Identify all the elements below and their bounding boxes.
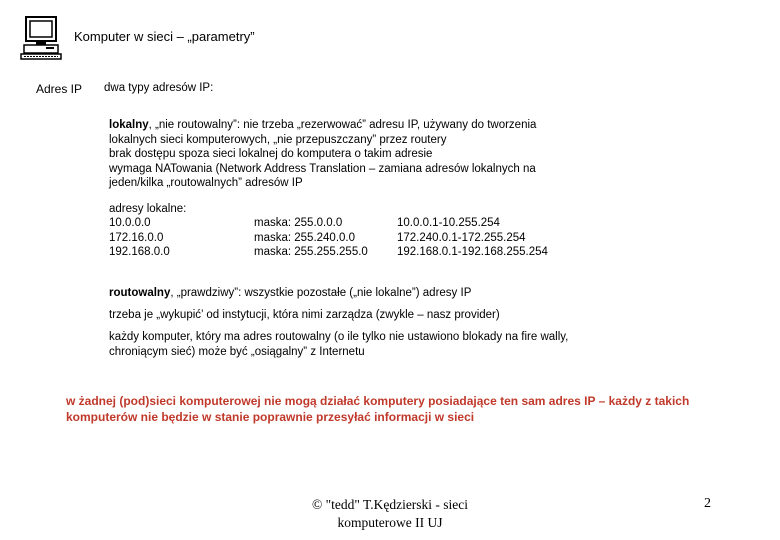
local-line-3: brak dostępu spoza sieci lokalnej do komputera o takim adresie xyxy=(109,148,433,160)
routable-buy-line: trzeba je „wykupić’ od instytucji, która nimi zarządza (zwykle – nasz provider) xyxy=(109,309,500,321)
mask-column xyxy=(254,216,368,260)
routable-line: routowalny, „prawdziwy”: wszystkie pozostałe („nie lokalne”) adresy IP xyxy=(109,287,472,299)
mask-cell: maska: 255.240.0.0 xyxy=(254,231,356,244)
range-column xyxy=(397,216,548,260)
address-cell: 172.16.0.0 xyxy=(109,231,164,244)
footer-credit xyxy=(300,496,480,532)
range-cell: 192.168.0.1-192.168.255.254 xyxy=(397,246,548,258)
page-number: 2 xyxy=(704,496,711,511)
local-line-2: lokalnych sieci komputerowych, „nie przepuszczany” przez routery xyxy=(109,133,447,146)
local-line-4: wymaga NATowania (Network Address Translation – zamiana adresów lokalnych na xyxy=(109,162,536,175)
local-line-5: jeden/kilka „routowalnych” adresów IP xyxy=(109,177,303,189)
address-cell: 10.0.0.0 xyxy=(109,217,151,229)
section-label: Adres IP xyxy=(36,82,83,96)
routable-paragraph xyxy=(109,330,568,359)
local-paragraph xyxy=(109,118,536,191)
address-cell: 192.168.0.0 xyxy=(109,246,170,258)
warning-text: w żadnej (pod)sieci komputerowej nie mogą działać komputery posiadające ten sam adres IP – każdy z takich komputerów nie będzie w stanie poprawnie przesyłać informacji w sieci xyxy=(66,394,690,424)
routable-term: routowalny xyxy=(109,287,171,299)
section-intro: dwa typy adresów IP: xyxy=(104,82,214,94)
address-column xyxy=(109,216,170,260)
routable-para-line-2: chroniącym sieć) może być „osiągalny” z Internetu xyxy=(109,345,365,358)
footer-line-2: komputerowe II UJ xyxy=(337,515,443,530)
range-cell: 172.240.0.1-172.255.254 xyxy=(397,231,526,244)
routable-para-line-1: każdy komputer, który ma adres routowalny (o ile tylko nie ustawiono blokady na fire wally, xyxy=(109,331,569,343)
footer-line-1: © "tedd" T.Kędzierski - sieci xyxy=(311,497,469,512)
mask-cell: maska: 255.0.0.0 xyxy=(254,217,343,229)
address-table-heading: adresy lokalne: xyxy=(109,203,187,215)
page-title: Komputer w sieci – „parametry” xyxy=(74,29,255,44)
mask-cell: maska: 255.255.255.0 xyxy=(254,246,368,258)
range-cell: 10.0.0.1-10.255.254 xyxy=(397,217,500,229)
computer-icon xyxy=(20,16,64,60)
local-line-1: lokalny, „nie routowalny”: nie trzeba „rezerwować” adresu IP, używany do tworzenia xyxy=(109,119,537,131)
local-term: lokalny xyxy=(109,119,149,131)
